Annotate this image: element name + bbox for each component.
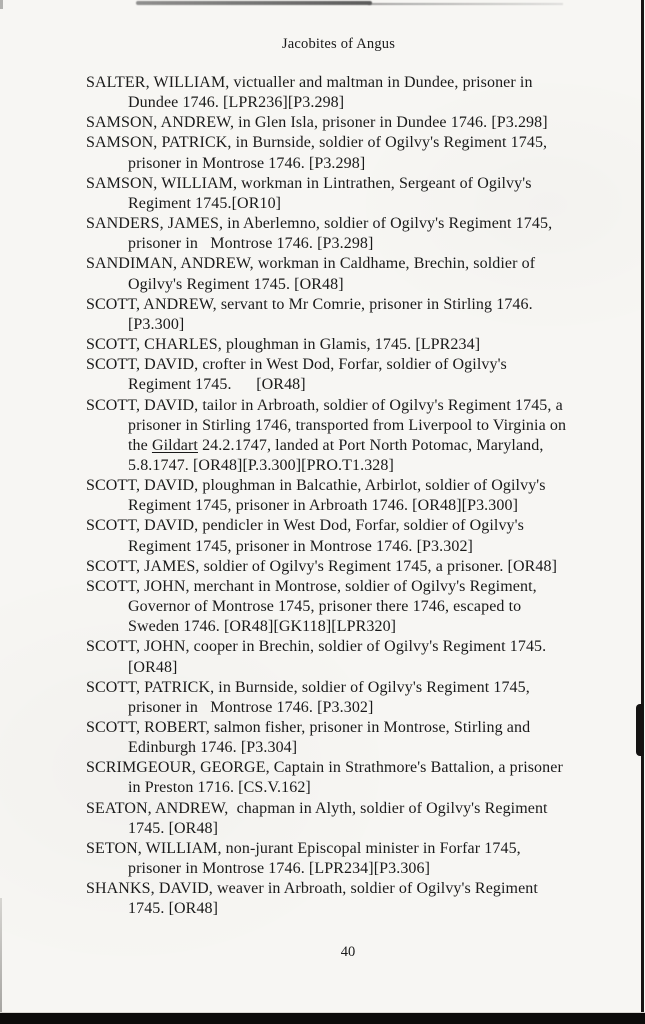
entry xyxy=(0,557,645,577)
entry-line: SHANKS, DAVID, weaver in Arbroath, soldier of Ogilvy's Regiment xyxy=(86,880,538,898)
entry-line: SCRIMGEOUR, GEORGE, Captain in Strathmore's Battalion, a prisoner xyxy=(86,759,563,777)
entry-line: the Gildart 24.2.1747, landed at Port North Potomac, Maryland, xyxy=(128,436,544,454)
entry-line: Edinburgh 1746. [P3.304] xyxy=(128,739,298,757)
entry xyxy=(0,799,645,839)
entry xyxy=(0,637,645,677)
entry xyxy=(0,355,645,395)
entry xyxy=(0,113,645,133)
entry xyxy=(0,577,645,637)
scan-bottom-black-bar xyxy=(0,1012,645,1024)
entry-line: SANDIMAN, ANDREW, workman in Caldhame, Brechin, soldier of xyxy=(86,255,536,273)
scan-artifact-top-dark xyxy=(136,1,372,5)
entry-line: in Preston 1716. [CS.V.162] xyxy=(128,779,311,797)
entry-line: SAMSON, PATRICK, in Burnside, soldier of Ogilvy's Regiment 1745, xyxy=(86,134,548,152)
entry xyxy=(0,295,645,335)
entry-line: Regiment 1745. [OR48] xyxy=(128,376,306,394)
entry-line: [P3.300] xyxy=(128,315,185,333)
entry-line: SCOTT, DAVID, crofter in West Dod, Forfar, soldier of Ogilvy's xyxy=(86,356,507,374)
entry-line: SCOTT, ANDREW, servant to Mr Comrie, prisoner in Stirling 1746. xyxy=(86,295,533,313)
entry-line: SAMSON, WILLIAM, workman in Lintrathen, Sergeant of Ogilvy's xyxy=(86,174,532,192)
entry-line: SCOTT, DAVID, pendicler in West Dod, Forfar, soldier of Ogilvy's xyxy=(86,517,524,535)
entry-list xyxy=(0,73,645,920)
entry-line: SCOTT, CHARLES, ploughman in Glamis, 1745. [LPR234] xyxy=(86,336,481,354)
entry xyxy=(0,839,645,879)
entry xyxy=(0,396,645,477)
entry-line: prisoner in Montrose 1746. [LPR234][P3.306] xyxy=(128,860,431,878)
entry xyxy=(0,476,645,516)
entry-line: SANDERS, JAMES, in Aberlemno, soldier of Ogilvy's Regiment 1745, xyxy=(86,215,553,233)
entry-line: Sweden 1746. [OR48][GK118][LPR320] xyxy=(128,618,397,636)
entry xyxy=(0,133,645,173)
entry-line: SAMSON, ANDREW, in Glen Isla, prisoner in Dundee 1746. [P3.298] xyxy=(86,114,548,132)
entry xyxy=(0,73,645,113)
entry-line: Regiment 1745.[OR10] xyxy=(128,194,282,212)
entry xyxy=(0,879,645,919)
entry-line: Ogilvy's Regiment 1745. [OR48] xyxy=(128,275,344,293)
entry xyxy=(0,678,645,718)
entry-line: SCOTT, DAVID, tailor in Arbroath, soldier of Ogilvy's Regiment 1745, a xyxy=(86,396,563,414)
page-number: 40 xyxy=(340,944,356,960)
entry xyxy=(0,254,645,294)
entry-line: 5.8.1747. [OR48][P.3.300][PRO.T1.328] xyxy=(128,456,394,474)
entry xyxy=(0,214,645,254)
entry-line: Regiment 1745, prisoner in Arbroath 1746. [OR48][P3.300] xyxy=(128,497,518,515)
entry-line: SCOTT, JOHN, merchant in Montrose, soldier of Ogilvy's Regiment, xyxy=(86,577,537,595)
page-header: Jacobites of Angus xyxy=(281,36,396,52)
entry-line: SCOTT, DAVID, ploughman in Balcathie, Arbirlot, soldier of Ogilvy's xyxy=(86,477,546,495)
entry-line: SCOTT, ROBERT, salmon fisher, prisoner in Montrose, Stirling and xyxy=(86,719,531,736)
entry xyxy=(0,516,645,556)
entry-line: prisoner in Montrose 1746. [P3.298] xyxy=(128,235,374,253)
scan-artifact-top-light xyxy=(368,3,563,5)
entry xyxy=(0,758,645,798)
entry-line: SCOTT, JAMES, soldier of Ogilvy's Regiment 1745, a prisoner. [OR48] xyxy=(86,557,558,575)
entry-line: prisoner in Montrose 1746. [P3.302] xyxy=(128,698,374,716)
entry-line: SCOTT, JOHN, cooper in Brechin, soldier of Ogilvy's Regiment 1745. xyxy=(86,638,547,656)
entry-line: Dundee 1746. [LPR236][P3.298] xyxy=(128,94,345,112)
entry xyxy=(0,718,645,758)
entry-line: prisoner in Montrose 1746. [P3.298] xyxy=(128,154,366,172)
entry-line: Governor of Montrose 1745, prisoner there 1746, escaped to xyxy=(128,598,522,616)
entry xyxy=(0,174,645,214)
entry-line: SALTER, WILLIAM, victualler and maltman in Dundee, prisoner in xyxy=(86,74,533,91)
entry-line: SEATON, ANDREW, chapman in Alyth, soldier of Ogilvy's Regiment xyxy=(86,799,548,817)
entry-line: 1745. [OR48] xyxy=(128,900,219,918)
entry-line: Regiment 1745, prisoner in Montrose 1746. [P3.302] xyxy=(128,537,473,555)
entry xyxy=(0,335,645,355)
entry-line: prisoner in Stirling 1746, transported from Liverpool to Virginia on xyxy=(128,416,567,434)
entry-line: SETON, WILLIAM, non-jurant Episcopal minister in Forfar 1745, xyxy=(86,839,521,857)
entry-line: SCOTT, PATRICK, in Burnside, soldier of Ogilvy's Regiment 1745, xyxy=(86,678,530,696)
scan-corner-mark xyxy=(0,0,3,9)
entry-line: [OR48] xyxy=(128,658,178,676)
entry-line: 1745. [OR48] xyxy=(128,819,219,837)
